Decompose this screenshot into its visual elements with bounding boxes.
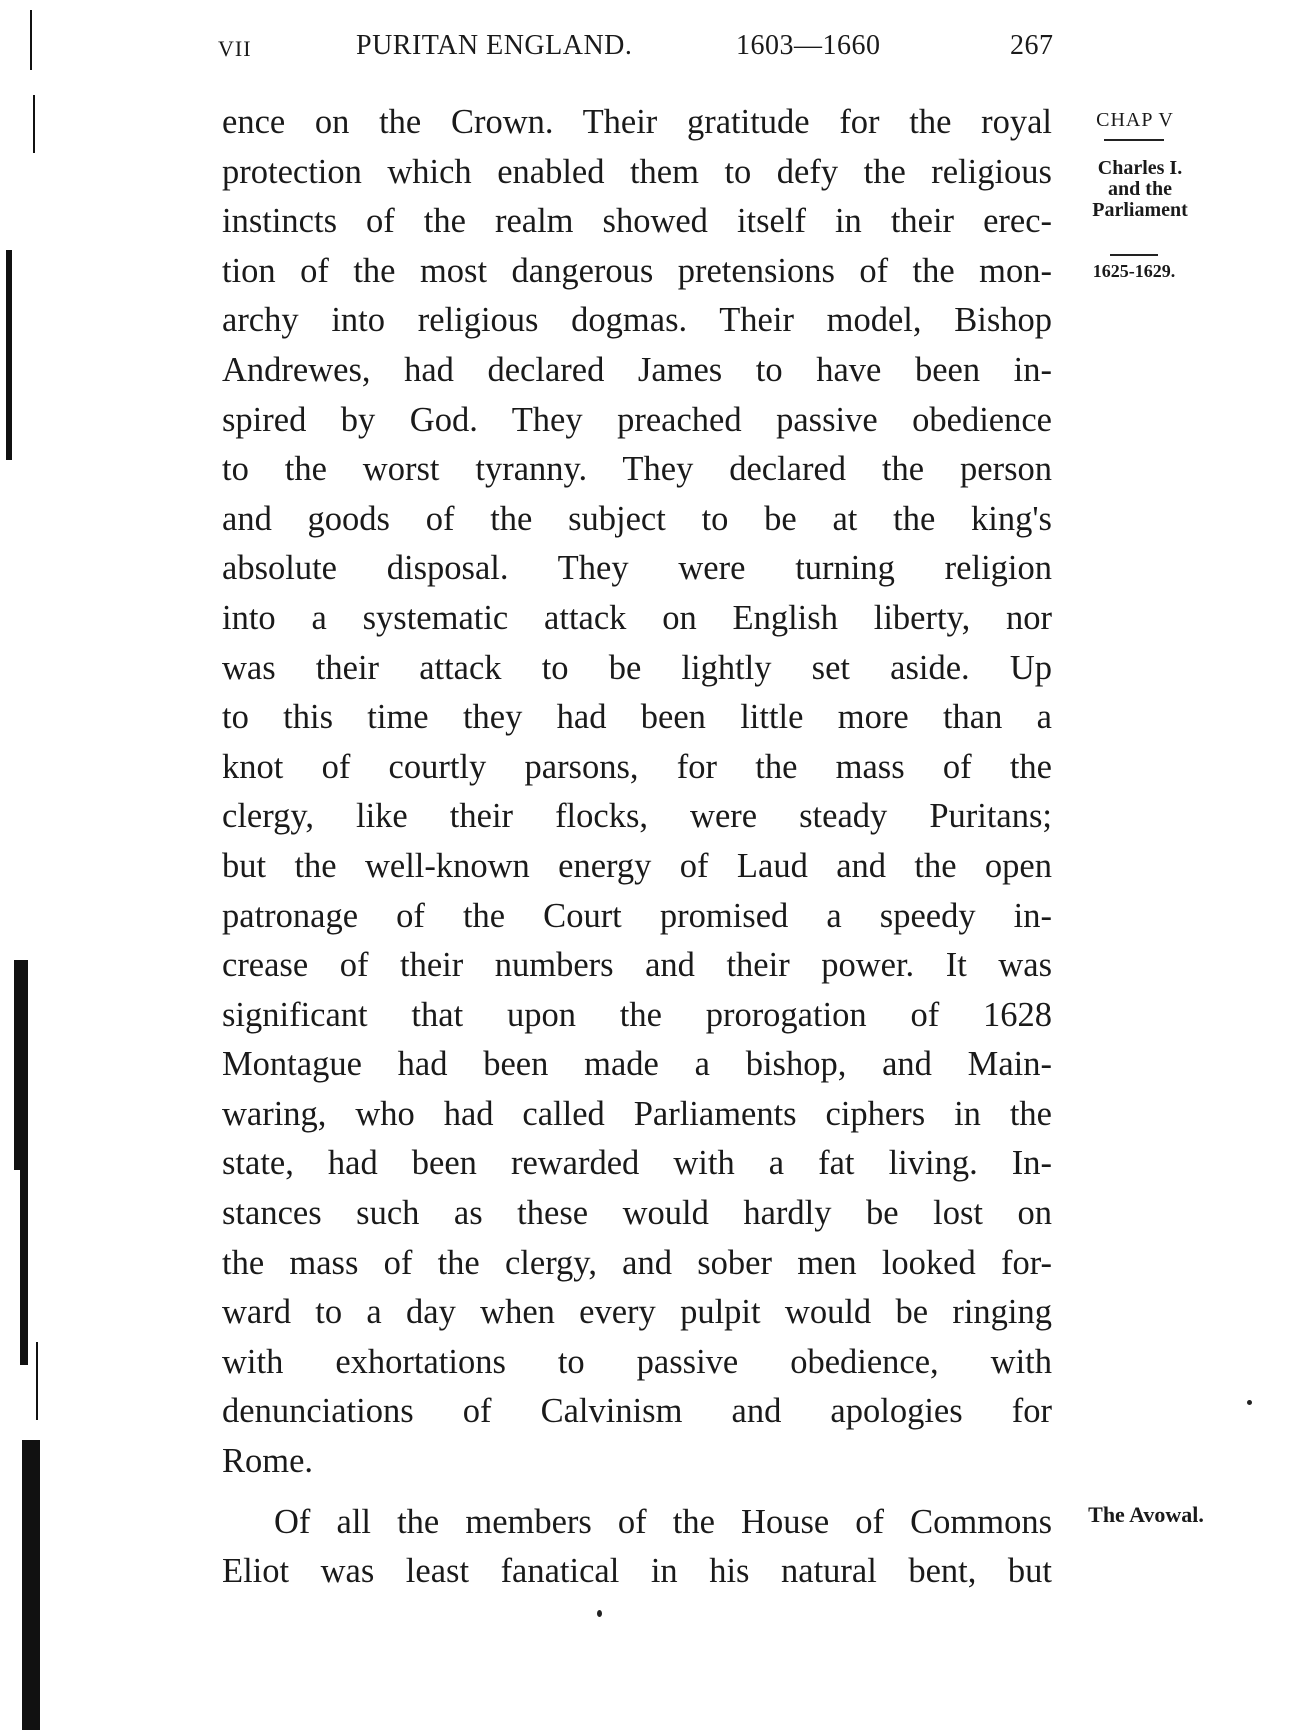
- paragraph-1: [222, 98, 1052, 1487]
- text-line: ward to a day when every pulpit would be ringing: [222, 1293, 1052, 1332]
- paragraph-2: [222, 1498, 1052, 1597]
- text-line: spired by God. They preached passive obedience: [222, 400, 1052, 439]
- scan-edge-mark: [20, 1165, 28, 1365]
- text-line: waring, who had called Parliaments ciphers in the: [222, 1094, 1052, 1133]
- text-line: with exhortations to passive obedience, with: [222, 1342, 1052, 1381]
- text-line: significant that upon the prorogation of 1628: [222, 995, 1052, 1034]
- text-line: denunciations of Calvinism and apologies for: [222, 1392, 1052, 1431]
- scan-speck: [597, 1610, 602, 1617]
- text-line: instincts of the realm showed itself in their erec-: [222, 202, 1052, 241]
- period-dates: 1603—1660: [736, 30, 881, 61]
- margin-years-note: 1625-1629.: [1092, 261, 1176, 281]
- main-text: [222, 98, 1052, 1597]
- text-line: ence on the Crown. Their gratitude for the royal: [222, 103, 1052, 141]
- text-line: Of all the members of the House of Commons: [274, 1502, 1052, 1541]
- margin-section-note: [1070, 158, 1210, 221]
- book-title: PURITAN ENGLAND.: [356, 30, 633, 61]
- paragraph-gap: [222, 1487, 1052, 1498]
- text-line: clergy, like their flocks, were steady Puritans;: [222, 797, 1052, 836]
- scan-speck: [1247, 1400, 1252, 1405]
- text-line: Andrewes, had declared James to have been in-: [222, 350, 1052, 389]
- margin-section-line: Parliament: [1092, 199, 1188, 221]
- text-line: Montague had been made a bishop, and Main-: [222, 1045, 1052, 1084]
- margin-section-line: Charles I.: [1097, 157, 1183, 179]
- text-line: to this time they had been little more than a: [222, 698, 1052, 737]
- text-line: Rome.: [222, 1442, 314, 1481]
- scan-edge-mark: [22, 1440, 40, 1730]
- text-line: absolute disposal. They were turning religion: [222, 549, 1052, 588]
- text-line: and goods of the subject to be at the king's: [222, 499, 1052, 538]
- text-line: into a systematic attack on English liberty, nor: [222, 598, 1052, 637]
- scan-edge-mark: [33, 95, 35, 153]
- scan-edge-mark: [14, 960, 28, 1170]
- text-line: stances such as these would hardly be lost on: [222, 1194, 1052, 1233]
- text-line: but the well-known energy of Laud and the open: [222, 846, 1052, 885]
- text-line: the mass of the clergy, and sober men looked for-: [222, 1243, 1052, 1282]
- scan-edge-mark: [30, 10, 32, 70]
- text-line: tion of the most dangerous pretensions of the mon-: [222, 251, 1052, 290]
- text-line: Eliot was least fanatical in his natural bent, but: [222, 1552, 1052, 1591]
- text-line: to the worst tyranny. They declared the person: [222, 450, 1052, 489]
- text-line: archy into religious dogmas. Their model, Bishop: [222, 301, 1052, 340]
- text-line: protection which enabled them to defy the religious: [222, 152, 1052, 191]
- scan-edge-mark: [6, 250, 12, 460]
- margin-avowal-note: The Avowal.: [1088, 1502, 1204, 1527]
- running-head: [218, 22, 1058, 66]
- margin-rule: [1110, 254, 1158, 256]
- scan-edge-mark: [36, 1342, 38, 1420]
- text-line: was their attack to be lightly set aside. Up: [222, 648, 1052, 687]
- page-number: 267: [1010, 30, 1054, 61]
- text-line: knot of courtly parsons, for the mass of the: [222, 747, 1052, 786]
- margin-section-line: and the: [1108, 178, 1172, 200]
- margin-rule: [1104, 139, 1164, 141]
- text-line: patronage of the Court promised a speedy in-: [222, 896, 1052, 935]
- margin-chapter-note: CHAP V: [1096, 109, 1174, 131]
- text-line: state, had been rewarded with a fat living. In-: [222, 1144, 1052, 1183]
- text-line: crease of their numbers and their power. It was: [222, 946, 1052, 985]
- chapter-number: VII: [218, 36, 252, 61]
